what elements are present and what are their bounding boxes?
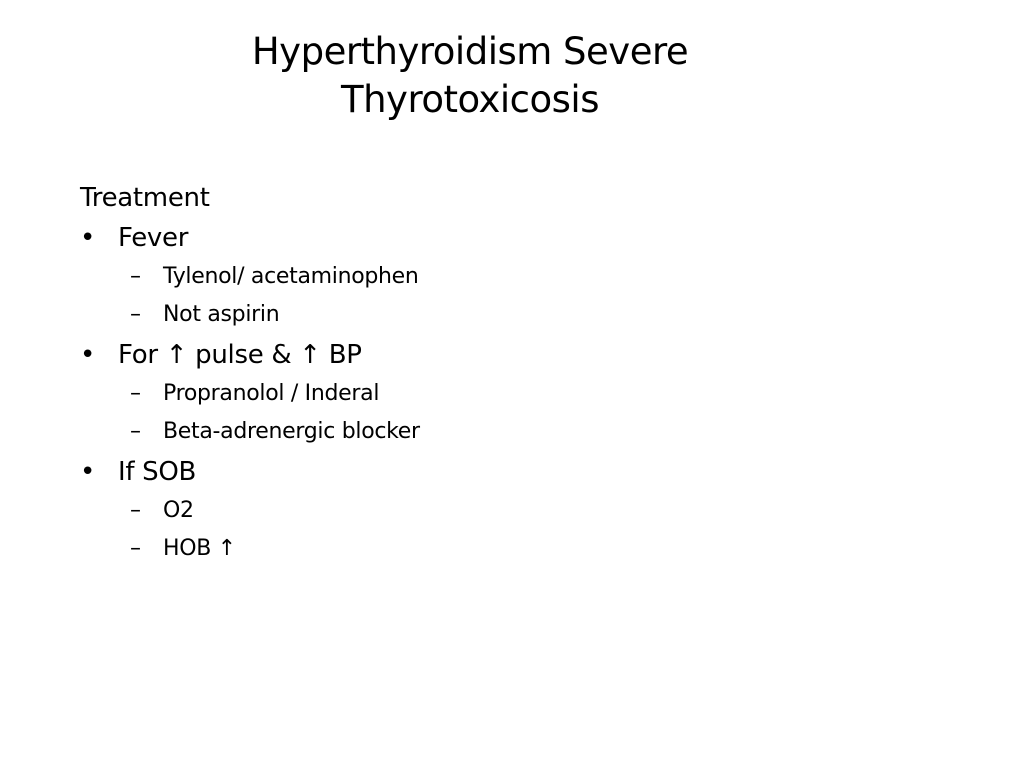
sub-item	[118, 258, 940, 296]
dash-icon: –	[130, 302, 141, 327]
title-line-2: Thyrotoxicosis	[341, 78, 599, 121]
sub-item	[118, 413, 940, 451]
bullet-label: Fever	[118, 223, 189, 253]
dash-icon: –	[130, 498, 141, 523]
bullet-list	[80, 218, 940, 568]
sub-item	[118, 296, 940, 334]
dash-icon: –	[130, 419, 141, 444]
bullet-label: For ↑ pulse & ↑ BP	[118, 340, 362, 370]
sub-item-label: Propranolol / Inderal	[163, 381, 380, 406]
slide-title	[170, 28, 770, 124]
sub-item-label: Tylenol/ acetaminophen	[163, 264, 419, 289]
sub-item	[118, 375, 940, 413]
title-line-1: Hyperthyroidism Severe	[251, 30, 689, 73]
section-heading: Treatment	[80, 183, 210, 213]
sub-list	[118, 492, 940, 568]
sub-item-label: O2	[163, 498, 194, 523]
sub-list	[118, 258, 940, 334]
dash-icon: –	[130, 264, 141, 289]
bullet-item-fever	[80, 218, 940, 334]
sub-item	[118, 530, 940, 568]
bullet-label: If SOB	[118, 457, 197, 487]
sub-item-label: HOB ↑	[163, 536, 236, 561]
bullet-icon: •	[80, 223, 96, 253]
sub-item-label: Beta-adrenergic blocker	[163, 419, 420, 444]
slide-body	[80, 178, 940, 569]
bullet-item-sob	[80, 452, 940, 568]
dash-icon: –	[130, 536, 141, 561]
bullet-icon: •	[80, 340, 96, 370]
bullet-icon: •	[80, 457, 96, 487]
sub-list	[118, 375, 940, 451]
sub-item-label: Not aspirin	[163, 302, 280, 327]
sub-item	[118, 492, 940, 530]
bullet-item-pulse-bp	[80, 335, 940, 451]
dash-icon: –	[130, 381, 141, 406]
